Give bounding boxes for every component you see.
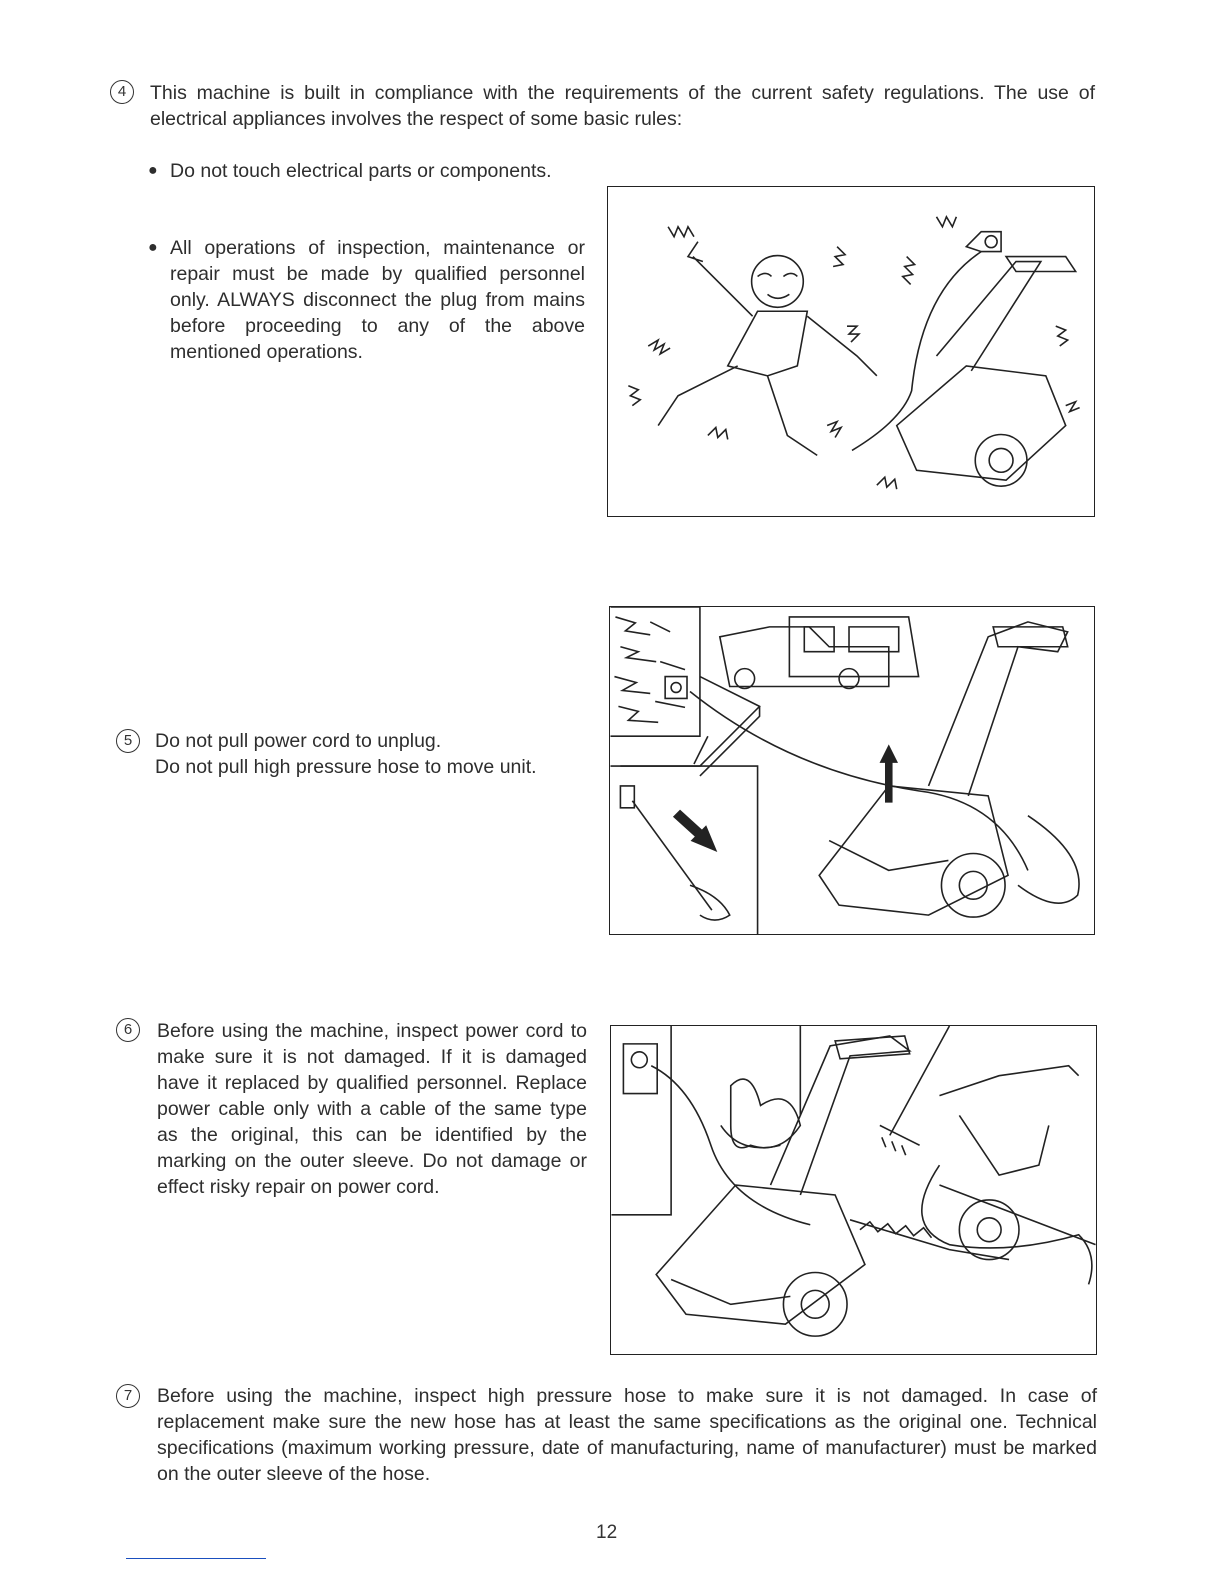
section-number-5: 5 [116, 729, 140, 753]
pull-cord-drawing [610, 607, 1094, 934]
section-5-line-1: Do not pull power cord to unplug. [155, 730, 442, 752]
bullet-item-2 [148, 235, 585, 365]
bullet-text: Do not touch electrical parts or components. [170, 160, 552, 182]
page-number: 12 [596, 1522, 618, 1543]
damaged-cord-drawing [611, 1026, 1096, 1354]
bottom-divider-line [126, 1558, 266, 1559]
damaged-cord-illustration [610, 1025, 1097, 1355]
section-number-6: 6 [116, 1018, 140, 1042]
section-4-intro: This machine is built in compliance with the requirements of the current safety regulations. The use of electrical appliances involves the respect of some basic rules: [150, 82, 1095, 130]
section-5-line-2: Do not pull high pressure hose to move unit. [155, 756, 537, 778]
section-7-text: Before using the machine, inspect high pressure hose to make sure it is not damaged. In case of replacement make sure the new hose has at least the same specifications as the original one. Technical specifications (maximum working pressure, date of manufacturing, name of manufacturer) must be marked on the outer sleeve of the hose. [157, 1385, 1097, 1485]
bullet-item-1 [148, 158, 585, 184]
electric-shock-drawing [608, 187, 1094, 516]
section-number-4: 4 [110, 80, 134, 104]
section-number-7: 7 [116, 1384, 140, 1408]
bullet-dot-icon: ● [148, 239, 158, 256]
pull-cord-illustration [609, 606, 1095, 935]
bullet-dot-icon: ● [148, 162, 158, 179]
electric-shock-illustration [607, 186, 1095, 517]
bullet-text: All operations of inspection, maintenance or repair must be made by qualified personnel only. ALWAYS disconnect the plug from mains before proceeding to any of the above mentioned operations. [170, 237, 585, 363]
section-6-text: Before using the machine, inspect power cord to make sure it is not damaged. If it is damaged have it replaced by qualified personnel. Replace power cable only with a cable of the same type as the original, this can be identified by the marking on the outer sleeve. Do not damage or effect risky repair on power cord. [157, 1020, 587, 1198]
